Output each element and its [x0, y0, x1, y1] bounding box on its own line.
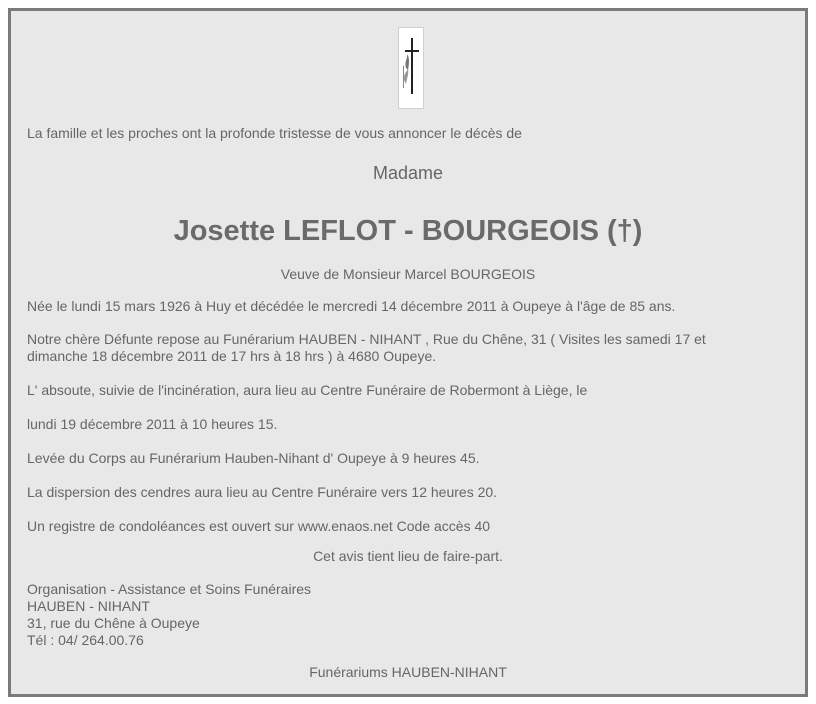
- cross-emblem-graphic: [399, 28, 423, 108]
- cross-with-lily-icon: [398, 27, 424, 109]
- organisation-line-2: HAUBEN - NIHANT: [27, 598, 150, 614]
- deceased-name: Josette LEFLOT - BOURGEOIS (†): [173, 215, 643, 247]
- obituary-notice: [8, 8, 808, 697]
- intro-text: La famille et les proches ont la profonde tristesse de vous annoncer le décès de: [27, 125, 522, 141]
- dispersion-text: La dispersion des cendres aura lieu au Centre Funéraire vers 12 heures 20.: [27, 484, 498, 500]
- organisation-address: 31, rue du Chêne à Oupeye: [27, 615, 200, 631]
- birth-death-text: Née le lundi 15 mars 1926 à Huy et décédée le mercredi 14 décembre 2011 à Oupeye à l'âge de 85 ans.: [27, 298, 676, 314]
- widow-of-text: Veuve de Monsieur Marcel BOURGEOIS: [280, 266, 536, 282]
- rest-text-line-2: dimanche 18 décembre 2011 de 17 hrs à 18 hrs ) à 4680 Oupeye.: [27, 348, 437, 364]
- absoute-text: L' absoute, suivie de l'incinération, aura lieu au Centre Funéraire de Robermont à Liège, le: [27, 382, 588, 398]
- faire-part-text: Cet avis tient lieu de faire-part.: [313, 548, 503, 564]
- footer-funerariums: Funérariums HAUBEN-NIHANT: [309, 664, 507, 680]
- absoute-date-text: lundi 19 décembre 2011 à 10 heures 15.: [27, 416, 278, 432]
- honorific: Madame: [372, 163, 444, 183]
- registry-text: Un registre de condoléances est ouvert sur www.enaos.net Code accès 40: [27, 518, 491, 534]
- rest-text-line-1: Notre chère Défunte repose au Funérarium HAUBEN - NIHANT , Rue du Chêne, 31 ( Visites les samedi 17 et: [27, 331, 706, 347]
- organisation-phone: Tél : 04/ 264.00.76: [27, 632, 144, 648]
- organisation-line-1: Organisation - Assistance et Soins Funéraires: [27, 581, 312, 597]
- levee-text: Levée du Corps au Funérarium Hauben-Nihant d' Oupeye à 9 heures 45.: [27, 450, 480, 466]
